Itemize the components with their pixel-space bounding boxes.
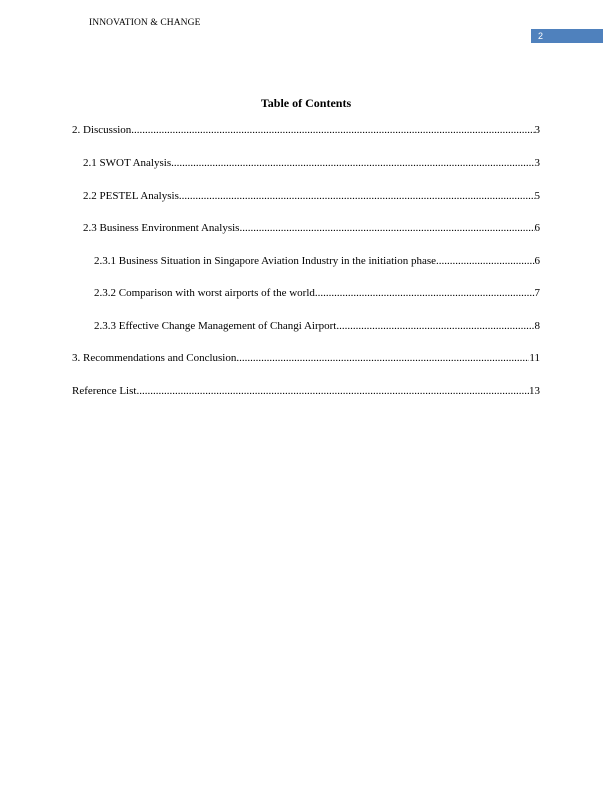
toc-entry-page: 13: [529, 385, 540, 397]
toc-leader-dots: [315, 286, 535, 300]
toc-entry-label: 2.2 PESTEL Analysis: [83, 190, 179, 202]
toc-entry-recommendations-conclusion[interactable]: [72, 351, 540, 365]
toc-entry-page: 3: [534, 157, 540, 169]
toc-entry-label: 3. Recommendations and Conclusion: [72, 352, 237, 364]
toc-entry-label: 2.1 SWOT Analysis: [83, 157, 172, 169]
toc-leader-dots: [179, 189, 535, 203]
toc-entry-reference-list[interactable]: [72, 384, 540, 398]
toc-leader-dots: [336, 319, 534, 333]
toc-entry-page: 7: [534, 287, 540, 299]
toc-leader-dots: [136, 384, 529, 398]
toc-entry-page: 8: [534, 320, 540, 332]
toc-entry-business-environment-analysis[interactable]: [83, 221, 540, 235]
toc-entry-label: 2.3.3 Effective Change Management of Changi Airport: [94, 320, 337, 332]
toc-entry-label: 2. Discussion: [72, 124, 132, 136]
toc-leader-dots: [171, 156, 534, 170]
toc-entry-page: 3: [534, 124, 540, 136]
toc-entry-discussion[interactable]: [72, 123, 540, 137]
toc-entry-page: 6: [534, 222, 540, 234]
toc-entry-page: 11: [529, 352, 540, 364]
toc-entry-business-situation[interactable]: [94, 254, 540, 268]
toc-entry-label: 2.3 Business Environment Analysis: [83, 222, 240, 234]
toc-entry-swot-analysis[interactable]: [83, 156, 540, 170]
toc-entry-change-management-changi[interactable]: [94, 319, 540, 333]
toc-entry-pestel-analysis[interactable]: [83, 189, 540, 203]
toc-leader-dots: [236, 351, 529, 365]
toc-leader-dots: [131, 123, 534, 137]
toc-entry-comparison-worst-airports[interactable]: [94, 286, 540, 300]
toc-leader-dots: [436, 254, 535, 268]
toc-entry-label: Reference List: [72, 385, 137, 397]
toc-entry-page: 5: [534, 190, 540, 202]
toc-leader-dots: [239, 221, 534, 235]
running-head: INNOVATION & CHANGE: [89, 18, 201, 28]
page-number-badge: 2: [531, 29, 603, 43]
toc-title: Table of Contents: [260, 96, 352, 110]
toc-entry-page: 6: [534, 255, 540, 267]
toc-entry-label: 2.3.2 Comparison with worst airports of the world: [94, 287, 315, 299]
toc-entry-label: 2.3.1 Business Situation in Singapore Aviation Industry in the initiation phase: [94, 255, 436, 267]
